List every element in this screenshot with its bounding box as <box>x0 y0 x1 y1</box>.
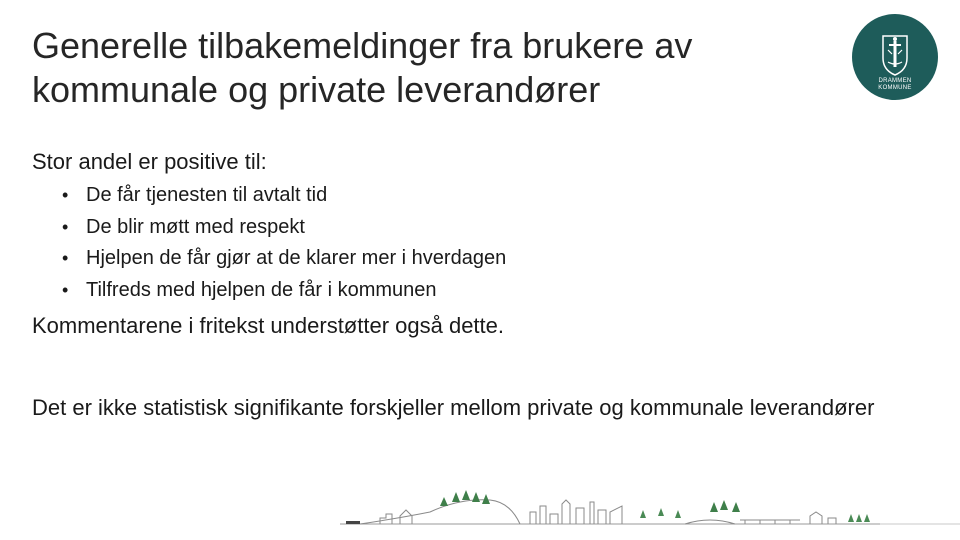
bullet-item <box>74 180 506 212</box>
comment-text: Kommentarene i fritekst understøtter også dette. <box>32 313 505 338</box>
intro-text: Stor andel er positive til: <box>32 149 267 174</box>
drammen-kommune-logo <box>852 14 938 100</box>
bullet-text: Tilfreds med hjelpen de får i kommunen <box>86 278 437 301</box>
bullet-text: De får tjenesten til avtalt tid <box>86 184 328 206</box>
logo-text-line1: DRAMMEN <box>878 78 912 84</box>
bullet-text: Hjelpen de får gjør at de klarer mer i hverdagen <box>86 247 507 269</box>
bullet-text: De blir møtt med respekt <box>86 215 305 238</box>
bullet-item <box>74 212 506 244</box>
significance-note: Det er ikke statistisk signifikante forskjeller mellom private og kommunale leverandører <box>32 395 875 420</box>
logo-text-line2: KOMMUNE <box>878 85 912 91</box>
city-skyline-illustration <box>340 488 960 528</box>
slide-title: Generelle tilbakemeldinger fra brukere av kommunale og private leverandører <box>32 25 693 110</box>
bullet-item <box>74 243 506 275</box>
bullet-item <box>74 275 506 307</box>
bullet-list <box>74 180 506 306</box>
